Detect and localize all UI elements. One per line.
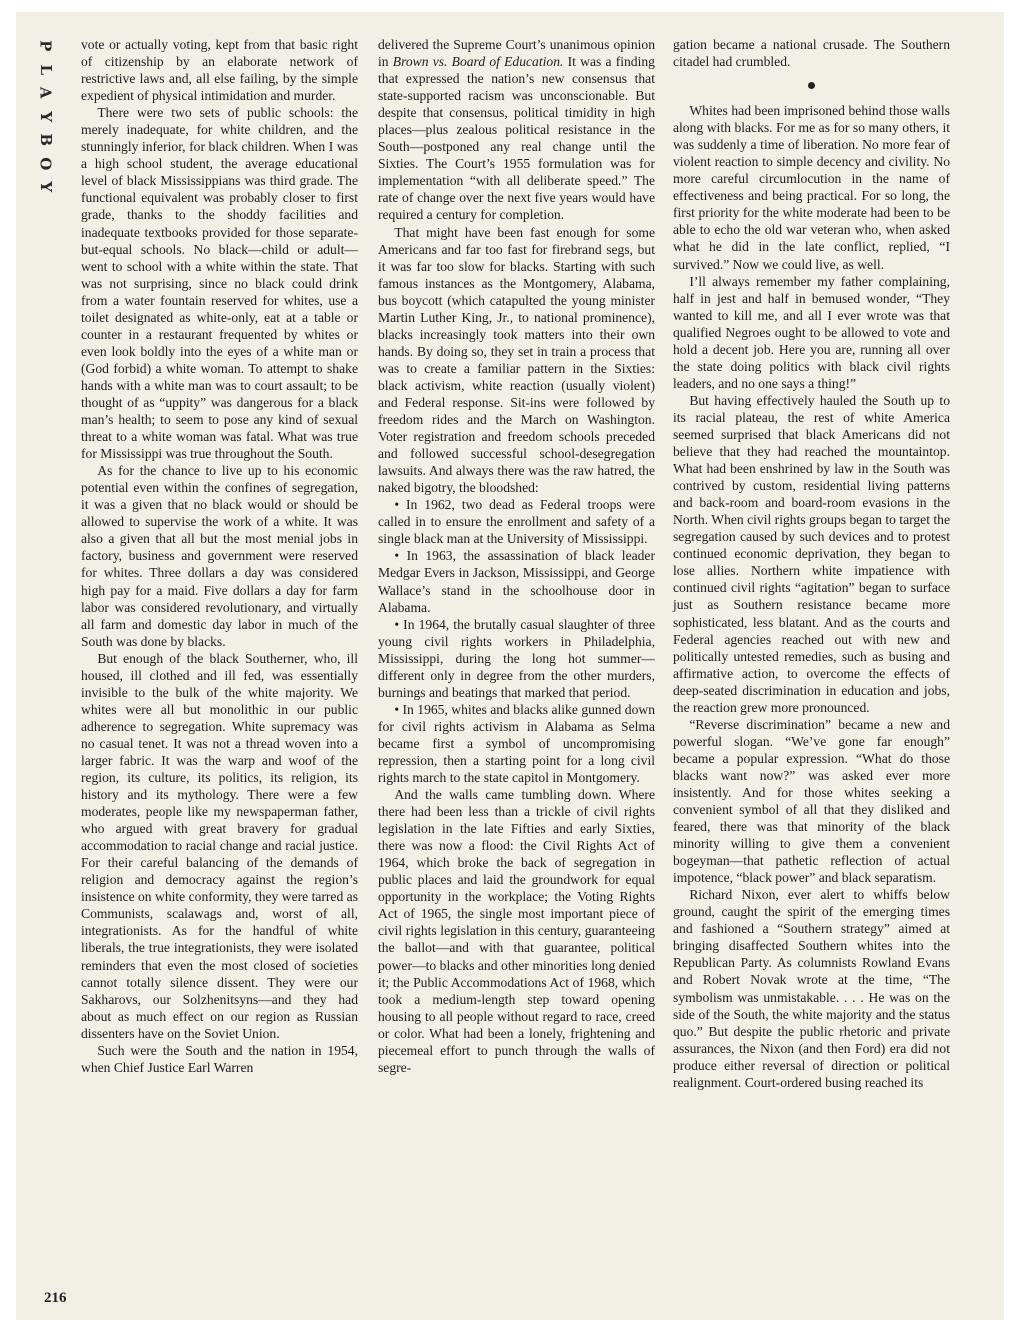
paragraph: But having effectively hauled the South up to its racial plateau, the rest of white America seemed surprised that black Americans did not believe that they had reached the mountaintop. What had been enshrined by law in the South was contrived by custom, residential living patterns and back-room and board-room evasions in the North. When civil rights groups began to target the segregation caused by such devices and to protest continued economic deprivation, they began to lose allies. Northern white impatience with continued civil rights “agitation” began to surface just as Southern resistance became more sophisticated, less blatant. And as the courts and Federal agencies reached out with new and politically untested remedies, such as busing and affirmative action, to overcome the effects of deep-seated discrimination in education and jobs, the reaction grew more pronounced. (673, 392, 950, 715)
paragraph: But enough of the black Southerner, who, ill housed, ill clothed and ill fed, was essentially invisible to the bulk of the white majority. We whites were all but monolithic in our public adherence to segregation. White supremacy was no casual tenet. It was not a thread woven into a larger fabric. It was the warp and woof of the region, its culture, its politics, its religion, its history and its mythology. There were a few moderates, people like my newspaperman father, who argued with great bravery for gradual accommodation to racial change and racial justice. For their careful balancing of the demands of religion and democracy against the region’s insistence on white conformity, they were tarred as Communists, scalawags and, worst of all, integrationists. As for the handful of white liberals, the true integrationists, they were isolated reminders that even the most closed of societies cannot totally silence dissent. They were our Sakharovs, our Solzhenitsyns—and they had about as much effect on our region as Russian dissenters have on the Soviet Union. (81, 650, 358, 1041)
bullet-dot-icon (808, 82, 815, 89)
text-run: It was a finding that expressed the nation’s new consensus that state-supported racism was unconscionable. But despite that consensus, political timidity in high places—plus zealous political resistance in the South—postponed any real change until the Sixties. The Court’s 1955 formulation was for implementation “with all deliberate speed.” The rate of change over the next five years would have required a century for completion. (378, 54, 655, 223)
paragraph: “Reverse discrimination” became a new and powerful slogan. “We’ve gone far enough” became a popular expression. “What do those blacks want now?” was asked ever more insistently. And for those whites seeking a convenient symbol of all that they disliked and feared, there was that minority of the black minority willing to give them a convenient bogeyman—that pathetic reflection of actual impotence, “black power” and black separatism. (673, 716, 950, 886)
case-title: Brown vs. Board of Education. (392, 54, 564, 70)
running-head-letter: Y (36, 181, 55, 193)
paragraph: And the walls came tumbling down. Where there had been less than a trickle of civil rights legislation in the late Fifties and early Sixties, there was now a flood: the Civil Rights Act of 1964, which broke the back of segregation in public places and laid the groundwork for equal opportunity in the workplace; the Voting Rights Act of 1965, the single most important piece of civil rights legislation in this century, guaranteeing the ballot—and with that guarantee, political power—to blacks and other minorities long denied it; the Public Accommodations Act of 1968, which took a medium-length step toward opening housing to all people without regard to race, creed or color. What had been a lonely, frightening and piecemeal effort to punch through the walls of segre- (378, 787, 655, 1075)
running-head-playboy (36, 34, 54, 199)
text-column-right (673, 36, 950, 1091)
page-number: 216 (44, 1290, 67, 1306)
running-head-letter: P (36, 40, 55, 52)
paragraph: gation became a national crusade. The Southern citadel had crumbled. (673, 37, 950, 70)
paragraph: Richard Nixon, ever alert to whiffs below ground, caught the spirit of the emerging times and fashioned a “Southern strategy” aimed at bringing disaffected Southern whites into the Republican Party. As columnists Rowland Evans and Robert Novak wrote at the time, “The symbolism was unmistakable. . . . He was on the side of the South, the white majority and the status quo.” But despite the public rhetoric and private assurances, the Nixon (and then Ford) era did not produce either reversal of direction or political realignment. Court-ordered busing reached its (673, 887, 950, 1090)
bullet-item: • In 1964, the brutally casual slaughter of three young civil rights workers in Philadelphia, Mississippi, during the long hot summer—different only in degree from the other murders, burnings and beatings that marked that period. (378, 616, 655, 700)
paragraph: vote or actually voting, kept from that basic right of citizenship by an elaborate network of restrictive laws and, all else failing, by the simple expedient of physical intimidation and murder. (81, 37, 358, 104)
running-head-letter: Y (36, 110, 55, 122)
running-head-letter: B (36, 133, 55, 147)
text-run: delivered the Supreme Court’s unanimous opinion in (378, 37, 655, 70)
text-column-left (81, 36, 358, 1076)
running-head-letter: L (36, 63, 55, 75)
paragraph: Such were the South and the nation in 1954, when Chief Justice Earl Warren (81, 1042, 358, 1075)
bullet-item: • In 1965, whites and blacks alike gunned down for civil rights activism in Alabama as Selma became first a symbol of uncompromising repression, then a starting point for a long civil rights march to the state capitol in Montgomery. (378, 701, 655, 786)
paragraph: That might have been fast enough for some Americans and far too fast for firebrand segs, but it was far too slow for blacks. Starting with such famous instances as the Montgomery, Alabama, bus boycott (which catapulted the young minister Martin Luther King, Jr., to national prominence), blacks increasingly took matters into their own hands. By doing so, they set in train a process that was to create a familiar pattern in the Sixties: black activism, white reaction (usually violent) and Federal response. Sit-ins were followed by freedom rides and the March on Washington. Voter registration and freedom schools preceded and followed successful school-desegregation lawsuits. And always there was the raw hatred, the naked bigotry, the bloodshed: (378, 224, 655, 496)
running-head-letter: O (36, 156, 55, 170)
bullet-item: • In 1963, the assassination of black leader Medgar Evers in Jackson, Mississippi, and George Wallace’s stand in the schoolhouse door in Alabama. (378, 548, 655, 615)
running-head-letter: A (36, 86, 55, 99)
bullet-item: • In 1962, two dead as Federal troops were called in to ensure the enrollment and safety of a single black man at the University of Mississippi. (378, 497, 655, 547)
paragraph: There were two sets of public schools: the merely inadequate, for white children, and the stunningly inferior, for black children. When I was a high school student, the average educational level of black Mississippians was third grade. The functional equivalent was probably closer to first grade, thanks to the shoddy facilities and inadequate textbooks provided for those separate-but-equal schools. No black—child or adult—went to school with a white within the state. That was not surprising, since no black could drink from a water fountain reserved for whites, use a toilet designated as white-only, eat at a table or counter in a restaurant frequented by whites or even look boldly into the eyes of a white man or (God forbid) a white woman. To attempt to shake hands with a white man was to court assault; to be thought of as “uppity” was dangerous for a black man’s health; to seem to pose any kind of sexual threat to a white woman was fatal. What was true for Mississippi was true throughout the South. (81, 105, 358, 462)
paragraph: I’ll always remember my father complaining, half in jest and half in bemused wonder, “They wanted to kill me, and all I ever wrote was that qualified Negroes ought to be allowed to vote and hold a decent job. Here you are, running all over the state doing politics with black civil rights leaders, and no one says a thing!” (673, 273, 950, 391)
paragraph: Whites had been imprisoned behind those walls along with blacks. For me as for so many others, it was suddenly a time of liberation. No more fear of violent reaction to simple decency and civility. No more careful circumlocution in the name of effectiveness and being practical. For so long, the first priority for the white moderate had been to be able to echo the old war veteran who, when asked what he did in the late conflict, replied, “I survived.” Now we could live, as well. (673, 103, 950, 272)
paragraph: As for the chance to live up to his economic potential even within the confines of segregation, it was a given that no black would or should be allowed to supervise the work of a white. It was also a given that all but the most menial jobs in factory, business and government were reserved for whites. Three dollars a day was considered high pay for a maid. Five dollars a day for farm labor was considered revolutionary, and virtually all farm and domestic day labor in much of the South was done by blacks. (81, 463, 358, 649)
paragraph (378, 36, 655, 224)
text-column-middle (378, 36, 655, 1076)
section-break-bullet (673, 78, 950, 95)
